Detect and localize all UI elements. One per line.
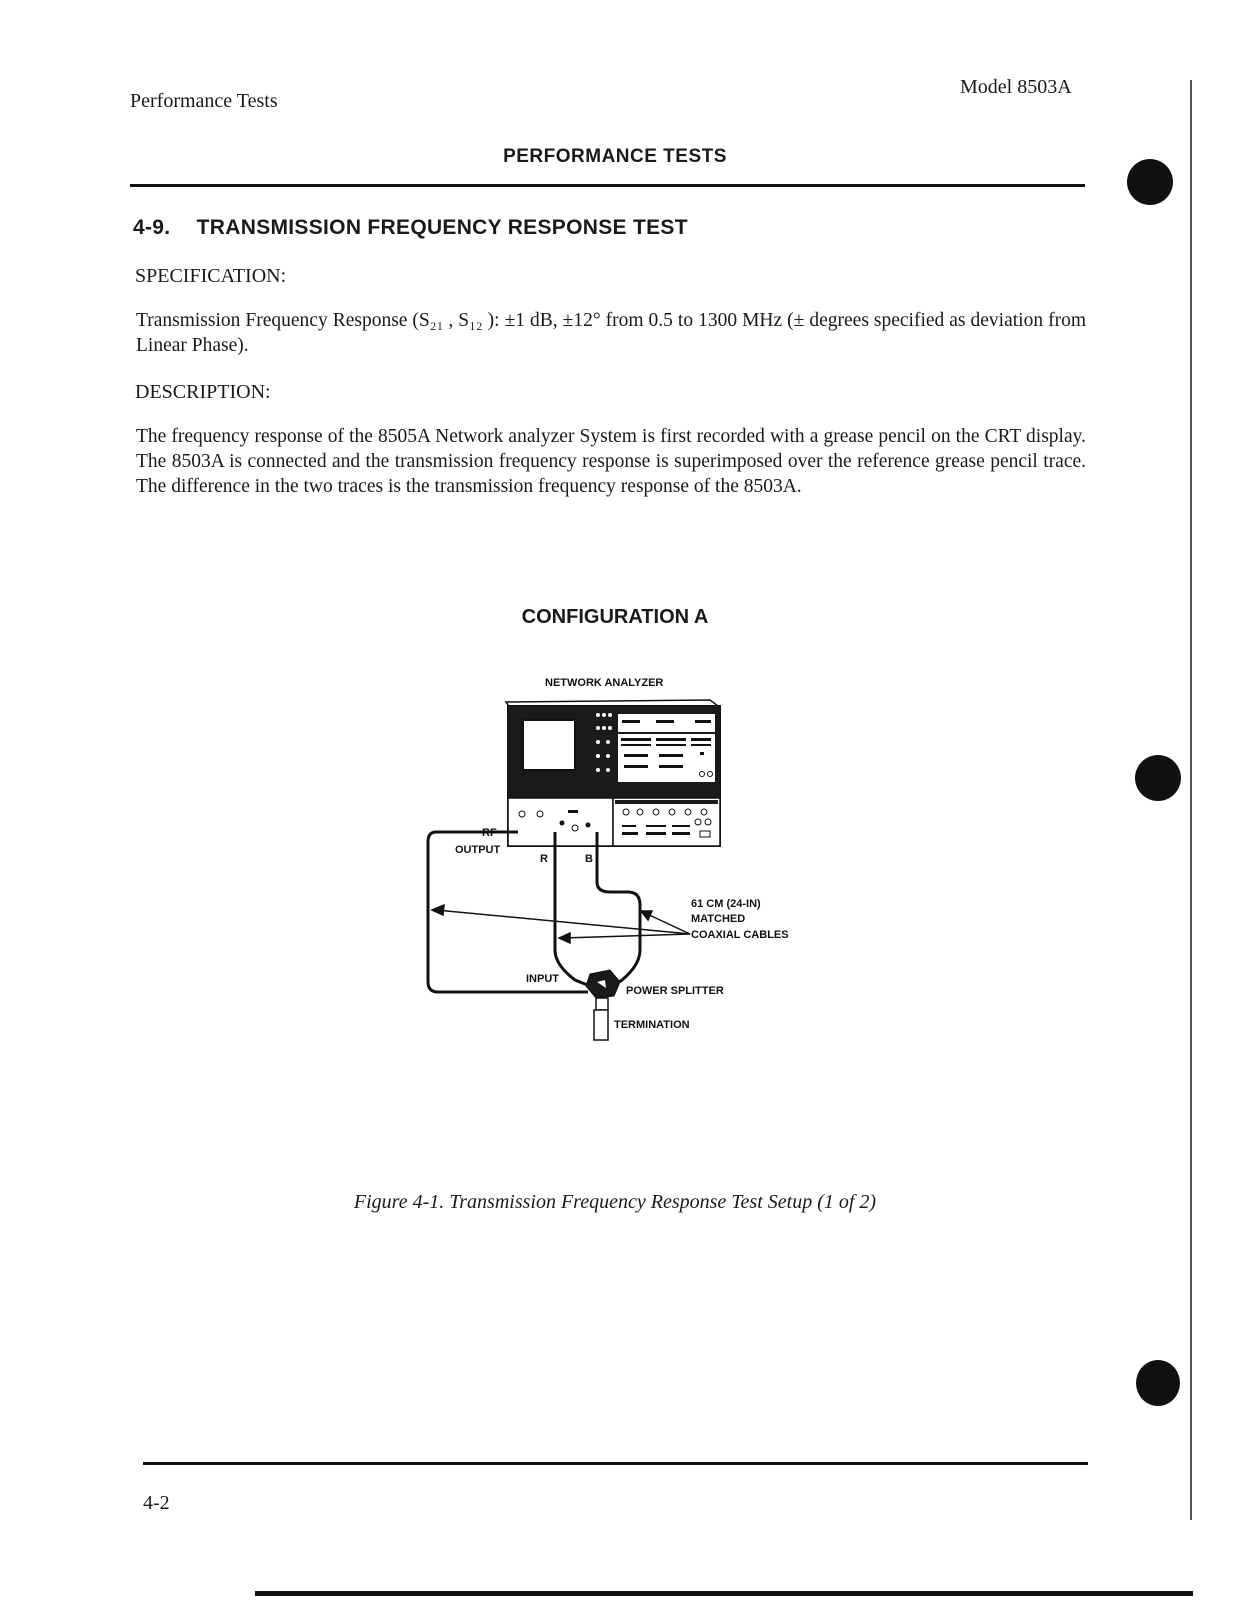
specification-text: Transmission Frequency Response (S₂₁ , S₁₂ ): ±1 dB, ±12° from 0.5 to 1300 MHz (± degrees specified as deviation from Linear Phase). [136,310,1086,356]
description-label: DESCRIPTION: [135,381,271,403]
header-rule [130,184,1085,187]
r-port-label: R [540,853,548,865]
figure-caption: Figure 4-1. Transmission Frequency Response Test Setup (1 of 2) [353,1191,877,1213]
header-section-name: Performance Tests [130,90,278,112]
network-analyzer [506,700,720,846]
test-heading [133,216,688,240]
test-setup-diagram [400,660,820,1050]
page-edge-line [1190,80,1192,1520]
power-splitter-label: POWER SPLITTER [626,985,724,997]
cable-pointer-arrows [432,905,690,943]
test-title: TRANSMISSION FREQUENCY RESPONSE TEST [196,216,688,239]
input-label: INPUT [526,973,559,985]
configuration-title: CONFIGURATION A [521,606,709,628]
description-text: The frequency response of the 8505A Network analyzer System is first recorded with a grease pencil on the CRT display. The 8503A is connected and the transmission frequency response is superimposed over the reference grease pencil trace. The difference in the two traces is the transmission frequency response of the 8503A. [136,426,1086,497]
bottom-edge-line [255,1591,1193,1596]
network-analyzer-label: NETWORK ANALYZER [545,677,664,689]
footer-rule [143,1462,1088,1465]
cable-matched-label: MATCHED [691,913,746,925]
specification-label: SPECIFICATION: [135,265,287,287]
cable-length-label: 61 CM (24-IN) [691,898,761,910]
page-number: 4-2 [143,1492,170,1514]
termination-label: TERMINATION [614,1019,690,1031]
header-model: Model 8503A [960,76,1072,98]
section-title: PERFORMANCE TESTS [503,146,727,167]
test-number: 4-9. [133,216,171,239]
binder-hole-middle [1135,755,1181,801]
binder-hole-bottom [1136,1360,1180,1406]
power-splitter [586,970,620,998]
cable-type-label: COAXIAL CABLES [691,929,789,941]
crt-display [523,720,575,770]
rf-label: RF [482,827,497,839]
b-port-label: B [585,853,593,865]
termination [594,998,608,1040]
output-label: OUTPUT [455,844,501,856]
